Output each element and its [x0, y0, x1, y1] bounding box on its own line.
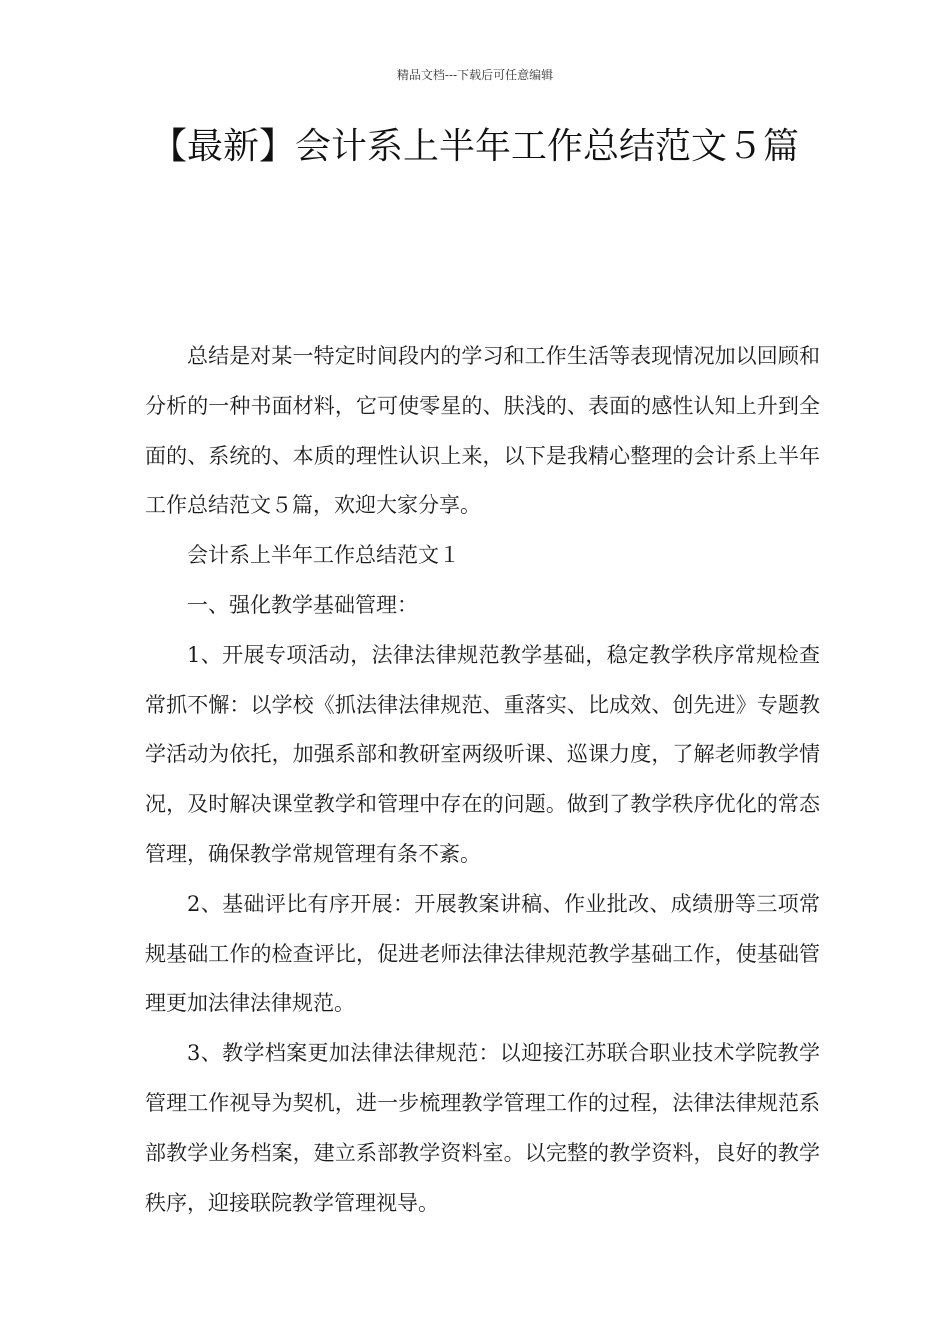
header-note: 精品文档---下载后可任意编辑	[396, 68, 554, 82]
document-body	[145, 332, 820, 1228]
document-title: 【最新】会计系上半年工作总结范文５篇	[150, 126, 799, 167]
subsection-heading: 一、强化教学基础管理：	[187, 592, 418, 617]
body-paragraph: 2、基础评比有序开展：开展教案讲稿、作业批改、成绩册等三项常规基础工作的检查评比，促进老师法律法律规范教学基础工作，使基础管理更加法律法律规范。	[145, 891, 820, 1016]
section-heading: 会计系上半年工作总结范文１	[187, 543, 460, 568]
body-paragraph: 1、开展专项活动，法律法律规范教学基础，稳定教学秩序常规检查常抓不懈：以学校《抓法律法律规范、重落实、比成效、创先进》专题教学活动为依托，加强系部和教研室两级听课、巡课力度，了解老师教学情况，及时解决课堂教学和管理中存在的问题。做到了教学秩序优化的常态管理，确保教学常规管理有条不紊。	[145, 642, 820, 866]
body-paragraph: 3、教学档案更加法律法律规范：以迎接江苏联合职业技术学院教学管理工作视导为契机，进一步梳理教学管理工作的过程，法律法律规范系部教学业务档案，建立系部教学资料室。以完整的教学资料，良好的教学秩序，迎接联院教学管理视导。	[145, 1041, 820, 1215]
intro-paragraph: 总结是对某一特定时间段内的学习和工作生活等表现情况加以回顾和分析的一种书面材料，它可使零星的、肤浅的、表面的感性认知上升到全面的、系统的、本质的理性认识上来，以下是我精心整理的会计系上半年工作总结范文５篇，欢迎大家分享。	[145, 344, 820, 518]
